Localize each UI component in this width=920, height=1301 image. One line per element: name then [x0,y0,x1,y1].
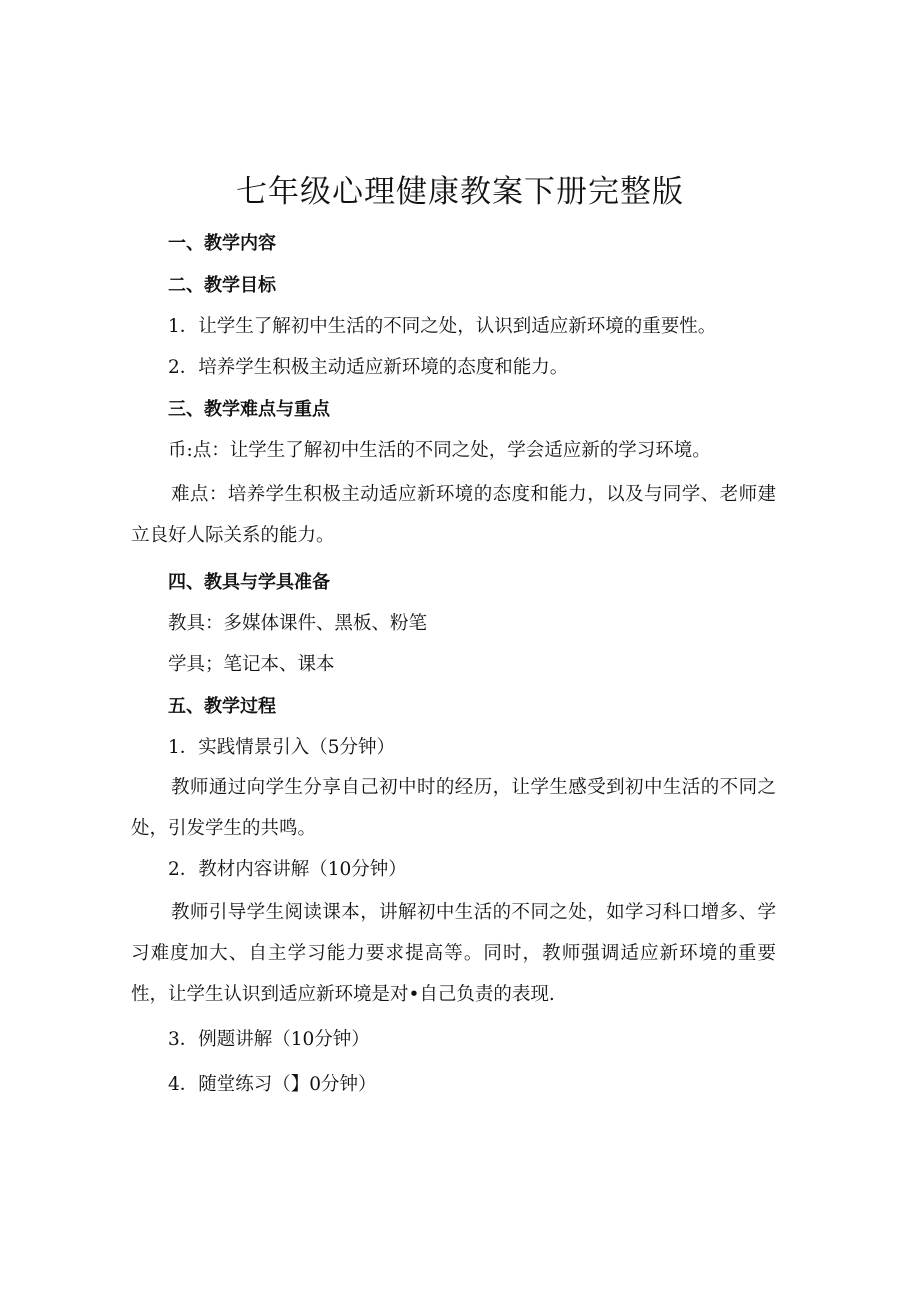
student-tools-text: 学具；笔记本、课本 [168,654,335,675]
goal-item-2: 2．培养学生积极主动适应新环境的态度和能力。 [168,357,569,378]
key-point-text: 币:点：让学生了解初中生活的不同之处，学会适应新的学习环境。 [168,440,711,461]
process-step-3-title: 3．例题讲解（10分钟） [168,1029,370,1050]
heading-teaching-process: 五、教学过程 [168,696,276,717]
heading-teaching-goals: 二、教学目标 [168,275,276,296]
process-step-1-paragraph: 教师通过向学生分享自己初中时的经历，让学生感受到初中生活的不同之处，引发学生的共鸣。 [131,777,776,839]
heading-tools-preparation: 四、教具与学具准备 [168,572,330,593]
process-step-4-title: 4．随堂练习（】0分钟） [168,1074,377,1095]
difficulty-paragraph: 难点：培养学生积极主动适应新环境的态度和能力，以及与同学、老师建立良好人际关系的能力。 [131,484,776,546]
process-step-2-title: 2．教材内容讲解（10分钟） [168,859,407,880]
process-step-1-title: 1．实践情景引入（5分钟） [168,737,396,758]
heading-teaching-content: 一、教学内容 [168,233,276,254]
heading-difficulty-key-points: 三、教学难点与重点 [168,399,330,420]
teacher-tools-text: 教具：多媒体课件、黑板、粉笔 [168,613,428,634]
process-step-2-paragraph: 教师引导学生阅读课本，讲解初中生活的不同之处，如学习科口增多、学习难度加大、自主学习能力要求提高等。同时，教师强调适应新环境的重要性，让学生认识到适应新环境是对•自己负责的表现. [131,902,776,1005]
goal-item-1: 1．让学生了解初中生活的不同之处，认识到适应新环境的重要性。 [168,316,717,337]
document-title: 七年级心理健康教案下册完整版 [236,174,684,210]
